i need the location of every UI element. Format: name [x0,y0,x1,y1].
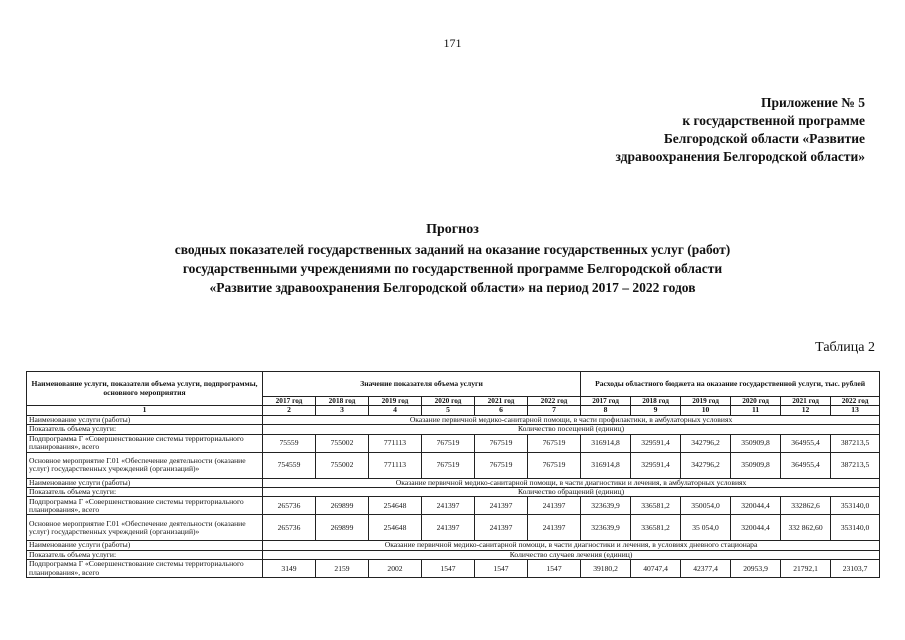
cell: 254648 [369,497,422,515]
service-name-label: Наименование услуги (работы) [27,415,263,424]
appendix-line: Приложение № 5 [761,95,865,110]
cell: 342796,2 [681,452,731,478]
indicator-row [27,550,880,559]
cell: 767519 [422,434,475,452]
indicator-label: Показатель объема услуги: [27,550,263,559]
indicator-value: Количество посещений (единиц) [263,425,880,434]
header-year: 2020 год [422,397,475,406]
cell: 265736 [263,515,316,541]
indicator-label: Показатель объема услуги: [27,488,263,497]
appendix-block [615,94,865,166]
header-year: 2018 год [631,397,681,406]
cell: 323639,9 [581,497,631,515]
service-name-row [27,541,880,550]
header-year: 2022 год [831,397,880,406]
cell: 23103,7 [831,560,880,578]
cell: 329591,4 [631,452,681,478]
service-name-label: Наименование услуги (работы) [27,541,263,550]
cell: 336581,2 [631,497,681,515]
service-name-value: Оказание первичной медико-санитарной помощи, в части диагностики и лечения, в амбулаторных условиях [263,478,880,487]
cell: 320044,4 [731,515,781,541]
table-header-row [27,372,880,397]
cell: 241397 [422,497,475,515]
header-year: 2018 год [316,397,369,406]
column-number: 13 [831,406,880,415]
cell: 364955,4 [781,452,831,478]
row-label: Подпрограмма Г «Совершенствование системы территориального планирования», всего [27,560,263,578]
cell: 353140,0 [831,515,880,541]
column-number: 7 [528,406,581,415]
service-name-value: Оказание первичной медико-санитарной помощи, в части профилактики, в амбулаторных условиях [263,415,880,424]
row-label: Подпрограмма Г «Совершенствование системы территориального планирования», всего [27,434,263,452]
cell: 35 054,0 [681,515,731,541]
row-label: Подпрограмма Г «Совершенствование системы территориального планирования», всего [27,497,263,515]
cell: 387213,5 [831,434,880,452]
header-year: 2021 год [781,397,831,406]
cell: 364955,4 [781,434,831,452]
header-year: 2021 год [475,397,528,406]
cell: 2159 [316,560,369,578]
forecast-table [26,371,880,578]
cell: 21792,1 [781,560,831,578]
table-row [27,497,880,515]
cell: 241397 [528,497,581,515]
cell: 332 862,60 [781,515,831,541]
header-year: 2017 год [263,397,316,406]
cell: 20953,9 [731,560,781,578]
indicator-row [27,488,880,497]
appendix-line: здравоохранения Белгородской области» [615,149,865,164]
table-row [27,452,880,478]
table-row [27,434,880,452]
column-number: 12 [781,406,831,415]
row-label: Основное мероприятие Г.01 «Обеспечение деятельности (оказание услуг) государственных учреждений (организаций)» [27,452,263,478]
column-number: 3 [316,406,369,415]
cell: 3149 [263,560,316,578]
cell: 329591,4 [631,434,681,452]
cell: 332862,6 [781,497,831,515]
cell: 241397 [422,515,475,541]
table-row [27,560,880,578]
cell: 342796,2 [681,434,731,452]
column-number: 2 [263,406,316,415]
cell: 1547 [528,560,581,578]
title-line: Прогноз [426,222,479,237]
indicator-row [27,425,880,434]
cell: 42377,4 [681,560,731,578]
header-year: 2017 год [581,397,631,406]
column-number: 5 [422,406,475,415]
column-number: 10 [681,406,731,415]
service-name-row [27,478,880,487]
column-number: 4 [369,406,422,415]
table-label: Таблица 2 [815,340,875,355]
cell: 754559 [263,452,316,478]
cell: 767519 [475,434,528,452]
cell: 350909,8 [731,434,781,452]
header-service-column: Наименование услуги, показатели объема услуги, подпрограммы, основного мероприятия [27,372,263,406]
title-line: государственными учреждениями по государственной программе Белгородской области [182,261,723,276]
header-expense-group: Расходы областного бюджета на оказание государственной услуги, тыс. рублей [581,372,880,397]
indicator-value: Количество случаев лечения (единиц) [263,550,880,559]
service-name-value: Оказание первичной медико-санитарной помощи, в части диагностики и лечения, в условиях дневного стационара [263,541,880,550]
cell: 767519 [475,452,528,478]
cell: 241397 [475,497,528,515]
cell: 353140,0 [831,497,880,515]
appendix-line: к государственной программе [682,113,865,128]
cell: 771113 [369,452,422,478]
cell: 265736 [263,497,316,515]
cell: 387213,5 [831,452,880,478]
cell: 316914,8 [581,452,631,478]
table-column-numbers-row [27,406,880,415]
cell: 320044,4 [731,497,781,515]
cell: 316914,8 [581,434,631,452]
column-number: 8 [581,406,631,415]
cell: 767519 [528,434,581,452]
cell: 336581,2 [631,515,681,541]
cell: 323639,9 [581,515,631,541]
row-label: Основное мероприятие Г.01 «Обеспечение деятельности (оказание услуг) государственных учреждений (организаций)» [27,515,263,541]
cell: 269899 [316,497,369,515]
column-number: 9 [631,406,681,415]
cell: 75559 [263,434,316,452]
cell: 1547 [422,560,475,578]
column-number: 11 [731,406,781,415]
cell: 2002 [369,560,422,578]
service-name-row [27,415,880,424]
header-year: 2022 год [528,397,581,406]
column-number: 1 [27,406,263,415]
cell: 254648 [369,515,422,541]
cell: 767519 [422,452,475,478]
cell: 241397 [475,515,528,541]
cell: 755002 [316,434,369,452]
cell: 241397 [528,515,581,541]
cell: 350054,0 [681,497,731,515]
header-year: 2019 год [681,397,731,406]
appendix-line: Белгородской области «Развитие [663,131,865,146]
header-year: 2019 год [369,397,422,406]
cell: 350909,8 [731,452,781,478]
cell: 767519 [528,452,581,478]
title-line: сводных показателей государственных заданий на оказание государственных услуг (работ) [174,242,731,257]
indicator-label: Показатель объема услуги: [27,425,263,434]
cell: 755002 [316,452,369,478]
cell: 269899 [316,515,369,541]
cell: 771113 [369,434,422,452]
cell: 39180,2 [581,560,631,578]
document-title [0,220,905,297]
header-volume-group: Значение показателя объема услуги [263,372,581,397]
table-row [27,515,880,541]
indicator-value: Количество обращений (единиц) [263,488,880,497]
header-year: 2020 год [731,397,781,406]
cell: 40747,4 [631,560,681,578]
title-line: «Развитие здравоохранения Белгородской области» на период 2017 – 2022 годов [209,280,696,295]
page-number: 171 [443,36,462,50]
service-name-label: Наименование услуги (работы) [27,478,263,487]
cell: 1547 [475,560,528,578]
column-number: 6 [475,406,528,415]
